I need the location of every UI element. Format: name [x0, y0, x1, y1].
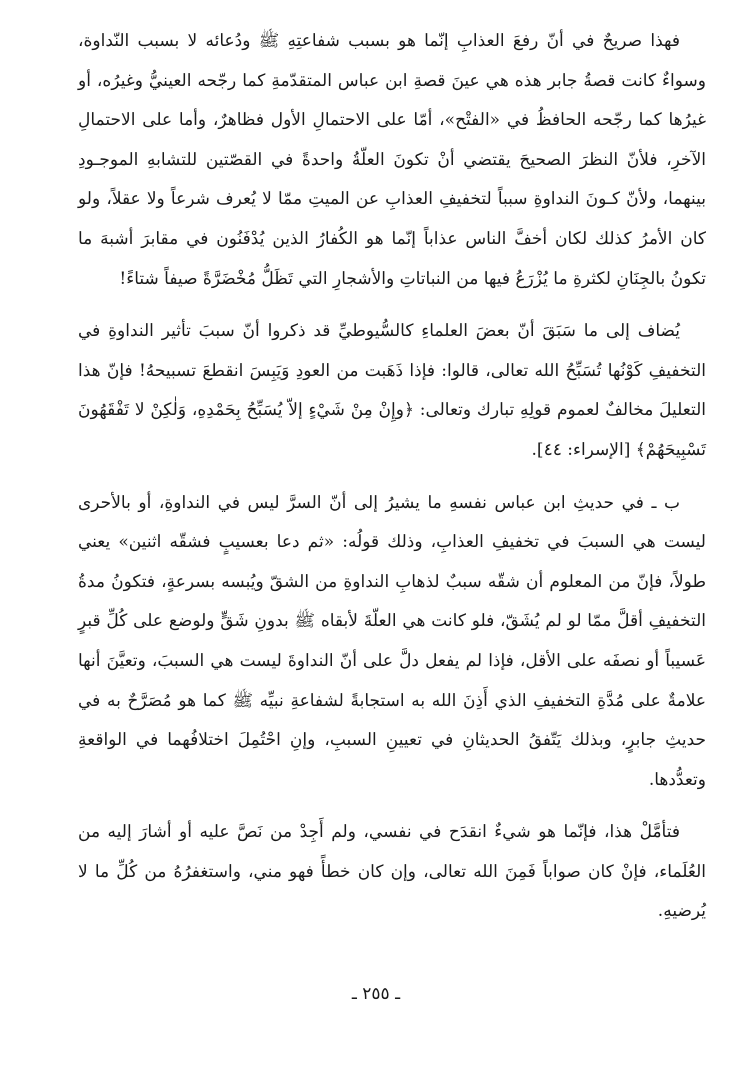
page-body: [78, 22, 706, 932]
page-number: ـ ٢٥٥ ـ: [351, 984, 401, 1004]
paragraph-1: فهذا صريحٌ في أنّ رفعَ العذابِ إنّما هو بسبب شفاعتِهِ ﷺ ودُعائه لا بسبب النّداوة، وسواءٌ كانت قصةُ جابر هذه هي عينَ قصةِ ابن عباس المتقدّمةِ كما رجّحه العينيُّ وغيرُه، أو غيرُها كما رجّحه الحافظُ في «الفتْح»، أمّا على الاحتمالِ الأول فظاهرٌ، وأما على الاحتمالِ الآخرِ، فلأنّ النظرَ الصحيحَ يقتضي أنْ تكونَ العلّةُ واحدةً في القصّتين للتشابهِ الموجـودِ بينهما، ولأنّ كـونَ النداوةِ سبباً لتخفيفِ العذابِ عن الميتِ ممّا لا يُعرف شرعاً ولا عقلاً، ولو كان الأمرُ كذلك لكان أخفَّ الناس عذاباً إنّما هو الكُفارُ الذين يُدْفَنُون في مقابرَ أشبهَ ما تكونُ بالجِنَانِ لكثرةِ ما يُزْرَعُ فيها من النباتاتِ والأشجارِ التي تَظَلُّ مُخْضَرَّةً صيفاً شتاءً!: [78, 31, 706, 289]
paragraph-2: يُضاف إلى ما سَبَقَ أنّ بعضَ العلماءِ كالسُّيوطيِّ قد ذكروا أنّ سببَ تأثير النداوةِ في التخفيفِ كَوْنُها تُسَبِّحُ الله تعالى، قالوا: فإذا ذَهَبت من العودِ وَيَبِسَ انقطعَ تسبيحهُ! فإنّ هذا التعليلَ مخالفٌ لعموم قولِهِ تبارك وتعالى: ﴿وإِنْ مِنْ شَيْءٍ إلاّ يُسَبِّحُ بِحَمْدِهِ، وَلٰكِنْ لا تَفْقَهُونَ تَسْبِيحَهُمْ﴾ [الإسراء: ٤٤].: [78, 321, 706, 460]
paragraph-3: ب ـ في حديثِ ابن عباس نفسهِ ما يشيرُ إلى أنّ السرَّ ليس في النداوةِ، أو بالأحرى ليست هي السببَ في تخفيفِ العذابِ، وذلك قولُه: «ثم دعا بعسيبٍ فشقّه اثنين» يعني طولاً، فإنّ من المعلوم أن شقّه سببٌ لذهابِ النداوةِ من الشقّ ويُبسه بسرعةٍ، فتكونُ مدةُ التخفيفِ أقلَّ ممّا لو لم يُشَقّ، فلو كانت هي العلّةَ لأبقاه ﷺ بدونِ شَقٍّ ولوضع على كُلِّ قبرٍ عَسيباً أو نصفَه على الأقل، فإذا لم يفعل دلَّ على أنّ النداوةَ ليست هي السببَ، وتعيَّنَ أنها علامةٌ على مُدَّةِ التخفيفِ الذي أَذِنَ الله به استجابةً لشفاعةِ نبيِّه ﷺ كما هو مُصَرَّحٌ به في حديثِ جابرٍ، وبذلك يَتّفقُ الحديثانِ في تعيينِ السببِ، وإنِ احْتُمِلَ اختلافُهما في الواقعةِ وتعدُّدها.: [78, 492, 706, 790]
paragraph-4: فتأمَّلْ هذا، فإنّما هو شيءٌ انقدَح في نفسي، ولم أَجِدْ من نَصَّ عليه أو أشارَ إليه من العُلَماء، فإنْ كان صواباً فَمِنَ الله تعالى، وإن كان خطأً فهو مني، واستغفرُهُ من كُلِّ ما لا يُرضيهِ.: [78, 822, 706, 922]
